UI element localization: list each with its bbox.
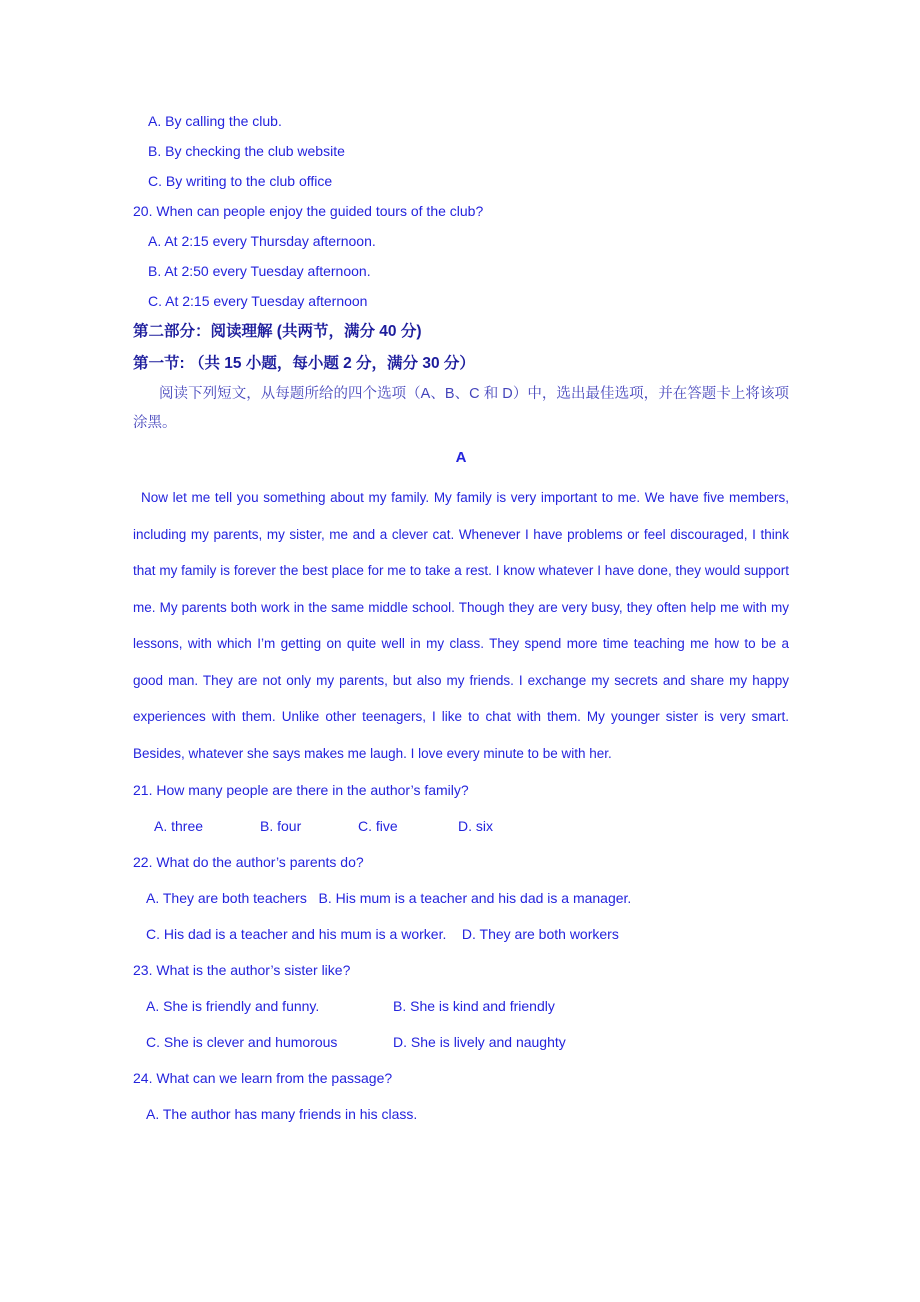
q23-option-d: D. She is lively and naughty [393,1034,566,1050]
q20-option-b: B. At 2:50 every Tuesday afternoon. [148,263,371,279]
q19-option-c: C. By writing to the club office [148,173,333,189]
q21-option-c: C. five [358,818,398,834]
passage-a-label: A [455,449,467,466]
q22-options-line1: A. They are both teachers B. His mum is a teacher and his dad is a manager. [146,890,632,906]
q23-question: 23. What is the author’s sister like? [133,962,351,978]
q23-option-c: C. She is clever and humorous [146,1034,338,1050]
q21-option-b: B. four [260,818,302,834]
q22-options-line2: C. His dad is a teacher and his mum is a worker. D. They are both workers [146,926,619,942]
reading-instructions: 阅读下列短文，从每题所给的四个选项（A、B、C 和 D）中，选出最佳选项，并在答题卡上将该项涂黑。 [133,386,789,431]
q19-option-a: A. By calling the club. [148,113,282,129]
q20-option-c: C. At 2:15 every Tuesday afternoon [148,293,368,309]
q23-option-a: A. She is friendly and funny. [146,998,320,1014]
q21-question: 21. How many people are there in the author’s family? [133,782,469,798]
q23-options-row1 [133,988,789,1024]
q19-option-b: B. By checking the club website [148,143,345,159]
q21-options-row [133,808,789,844]
q21-option-a: A. three [154,818,204,834]
q23-option-b: B. She is kind and friendly [393,998,555,1014]
q22-question: 22. What do the author’s parents do? [133,854,364,870]
q20-option-a: A. At 2:15 every Thursday afternoon. [148,233,376,249]
q21-option-d: D. six [458,818,493,834]
q24-question: 24. What can we learn from the passage? [133,1070,393,1086]
section1-heading: 第一节: （共 15 小题，每小题 2 分，满分 30 分） [133,355,475,372]
q23-options-row2 [133,1024,789,1060]
questions-block [133,772,789,1132]
q24-option-a: A. The author has many friends in his class. [146,1106,418,1122]
part2-heading: 第二部分：阅读理解 (共两节，满分 40 分) [133,323,422,340]
q20-question: 20. When can people enjoy the guided tours of the club? [133,203,484,219]
passage-a-text: Now let me tell you something about my family. My family is very important to me. We have five members, including my parents, my sister, me and a clever cat. Whenever I have problems or feel discouraged, I think that my family is forever the best place for me to take a rest. I know whatever I have done, they would support me. My parents both work in the same middle school. Though they are very busy, they often help me with my lessons, with which I’m getting on quite well in my class. They spend more time teaching me how to be a good man. They are not only my parents, but also my friends. I exchange my secrets and share my happy experiences with them. Unlike other teenagers, I like to chat with them. My younger sister is very smart. Besides, whatever she says makes me laugh. I love every minute to be with her. [133,490,789,761]
